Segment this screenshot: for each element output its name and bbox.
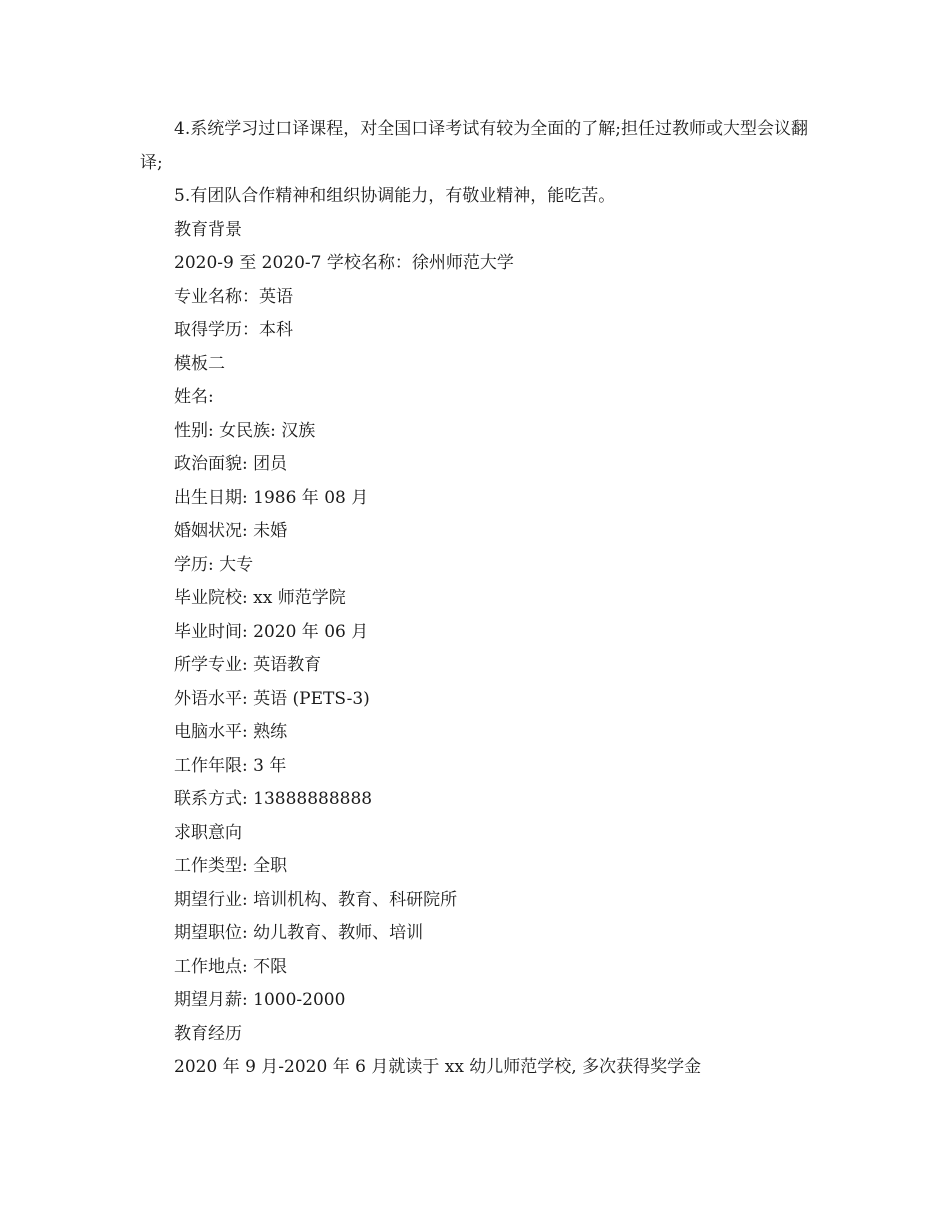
document-line: 毕业院校: xx 师范学院: [174, 588, 346, 608]
document-line: 2020 年 9 月-2020 年 6 月就读于 xx 幼儿师范学校, 多次获得奖学金: [174, 1057, 702, 1077]
document-line: 性别: 女民族: 汉族: [174, 420, 316, 441]
document-line: 工作地点: 不限: [174, 956, 288, 977]
document-line: 求职意向: [174, 822, 242, 843]
paragraph-skill-4: 4.系统学习过口译课程，对全国口译考试有较为全面的了解;担任过教师或大型会议翻译;: [140, 119, 808, 173]
document-line: 毕业时间: 2020 年 06 月: [174, 621, 369, 642]
document-line: 教育背景: [174, 219, 242, 240]
document-line: 电脑水平: 熟练: [174, 722, 288, 742]
document-line: 政治面貌: 团员: [174, 454, 288, 474]
document-line: 模板二: [174, 353, 225, 374]
document-line: 所学专业: 英语教育: [174, 655, 322, 675]
document-line: 工作年限: 3 年: [174, 755, 287, 776]
document-line: 出生日期: 1986 年 08 月: [174, 487, 369, 508]
document-line: 教育经历: [174, 1023, 242, 1044]
document-line: 期望月薪: 1000-2000: [174, 990, 346, 1010]
document-line: 期望职位: 幼儿教育、教师、培训: [174, 923, 424, 943]
document-lines: [140, 214, 820, 1085]
document-line: 期望行业: 培训机构、教育、科研院所: [174, 889, 458, 910]
document-line: 联系方式: 13888888888: [174, 789, 373, 809]
document-line: 工作类型: 全职: [174, 856, 288, 876]
document-line: 2020-9 至 2020-7 学校名称：徐州师范大学: [174, 253, 514, 273]
document-line: 取得学历：本科: [174, 320, 293, 340]
document-line: 专业名称：英语: [174, 286, 293, 307]
document-line: 姓名:: [174, 387, 214, 407]
document-line: 外语水平: 英语 (PETS-3): [174, 688, 370, 709]
document-body: [140, 113, 820, 1085]
document-line: 学历: 大专: [174, 554, 254, 575]
document-line: 婚姻状况: 未婚: [174, 521, 288, 541]
paragraph-skill-5: 5.有团队合作精神和组织协调能力，有敬业精神，能吃苦。: [174, 186, 616, 206]
